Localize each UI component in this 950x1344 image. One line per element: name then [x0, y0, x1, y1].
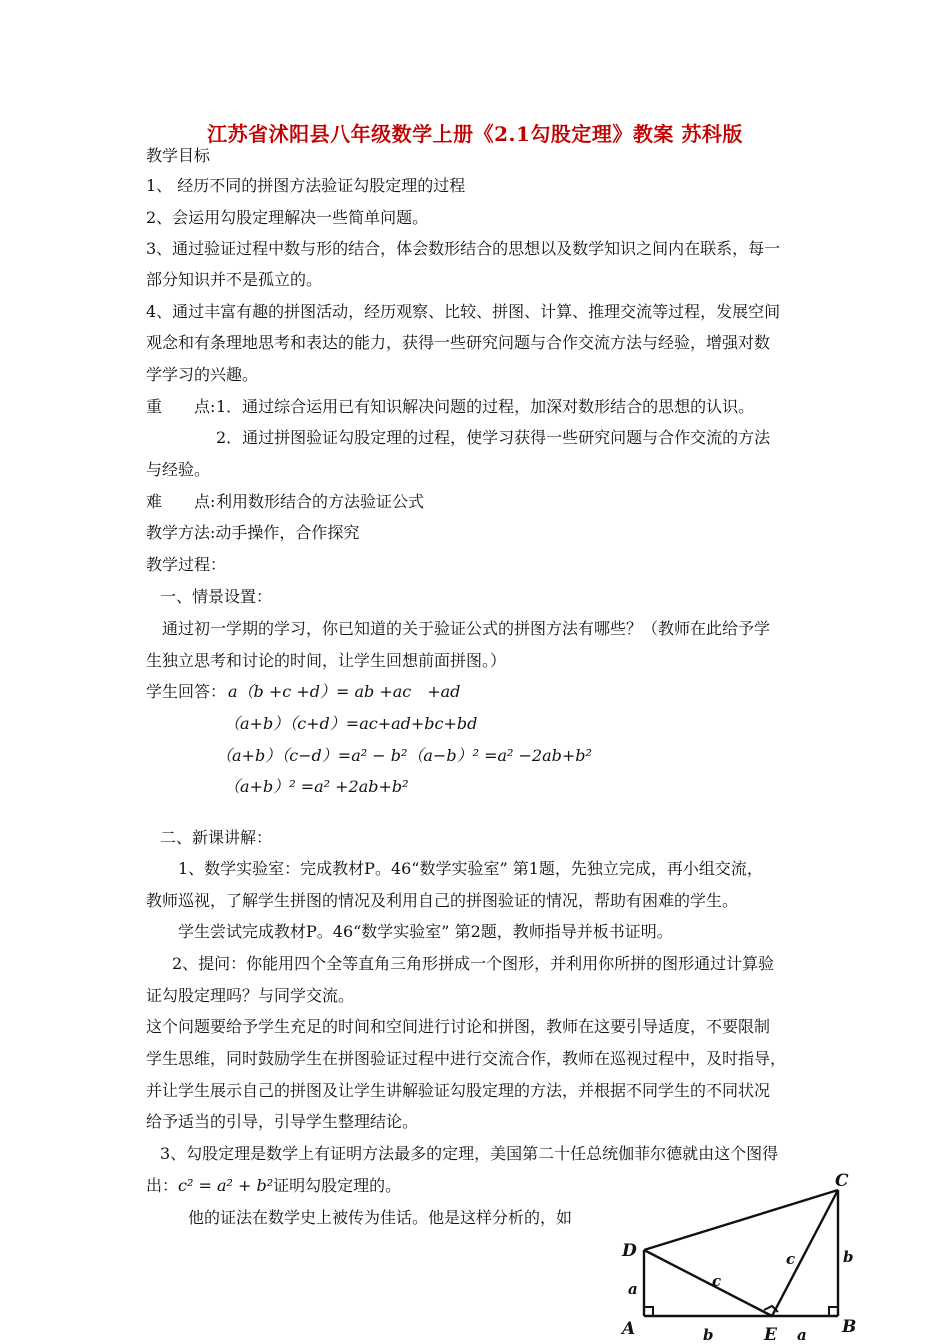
section2-p4c: 并让学生展示自己的拼图及让学生讲解验证勾股定理的方法，并根据不同学生的不同状况	[146, 1081, 771, 1100]
section2-p1b: 教师巡视，了解学生拼图的情况及利用自己的拼图验证的情况，帮助有困难的学生。	[146, 891, 739, 910]
formula-3: （a+b）（c−d）=a² − b²（a−b）² =a² −2ab+b²	[216, 746, 592, 765]
label-d-vertex: D	[622, 1241, 637, 1261]
segment-ec	[772, 1190, 838, 1316]
segment-de	[644, 1250, 772, 1316]
objective-1: 1、 经历不同的拼图方法验证勾股定理的过程	[146, 176, 466, 195]
key-points-label: 重 点:	[146, 397, 216, 416]
section2-p3a: 2、提问：你能用四个全等直角三角形拼成一个图形，并利用你所拼的图形通过计算验	[172, 954, 775, 973]
p5b-suffix: 证明勾股定理的。	[273, 1176, 402, 1195]
section1-para1: 通过初一学期的学习，你已知道的关于验证公式的拼图方法有哪些？（教师在此给予学	[162, 619, 771, 638]
key-point-2-cont: 与经验。	[146, 460, 211, 479]
pythagorean-formula: c² = a² + b²	[178, 1176, 274, 1195]
process-heading: 教学过程：	[146, 555, 227, 574]
section2-heading: 二、新课讲解：	[160, 828, 273, 847]
objective-2: 2、会运用勾股定理解决一些简单问题。	[146, 208, 429, 227]
label-a-vertex: A	[622, 1319, 636, 1339]
key-point-2: 2．通过拼图验证勾股定理的过程，使学习获得一些研究问题与合作交流的方法	[216, 428, 771, 447]
formula-2: （a+b）（c+d）=ac+ad+bc+bd	[224, 714, 478, 733]
document-title: 江苏省沭阳县八年级数学上册《2.1勾股定理》教案 苏科版	[207, 122, 743, 146]
garfield-trapezoid-figure	[600, 1160, 860, 1344]
p5b-prefix: 出：	[146, 1176, 179, 1195]
objective-4-cont2: 学学习的兴趣。	[146, 365, 259, 384]
difficult-text: 利用数形结合的方法验证公式	[216, 492, 425, 511]
section2-p1a: 1、数学实验室：完成教材P。46“数学实验室” 第1题，先独立完成，再小组交流，	[178, 859, 763, 878]
section2-p5a: 3、勾股定理是数学上有证明方法最多的定理，美国第二十任总统伽菲尔德就由这个图得	[160, 1144, 779, 1163]
answer-label: 学生回答：	[146, 682, 227, 701]
label-side-c-left: c	[712, 1272, 722, 1290]
key-point-1: 1．通过综合运用已有知识解决问题的过程，加深对数形结合的思想的认识。	[216, 397, 755, 416]
objectives-heading: 教学目标	[146, 146, 211, 165]
formula-1: a（b +c +d）= ab +ac +ad	[228, 682, 461, 701]
objective-3-cont: 部分知识并不是孤立的。	[146, 270, 323, 289]
segment-cd	[644, 1190, 838, 1250]
formula-4: （a+b）² =a² +2ab+b²	[224, 777, 409, 796]
section1-heading: 一、情景设置：	[160, 587, 273, 606]
section2-p5b	[146, 1176, 401, 1196]
section2-p2: 学生尝试完成教材P。46“数学实验室” 第2题，教师指导并板书证明。	[178, 922, 673, 941]
label-base-b: b	[703, 1326, 714, 1344]
label-b-vertex: B	[842, 1317, 857, 1337]
label-e-vertex: E	[764, 1325, 777, 1344]
objective-3: 3、通过验证过程中数与形的结合，体会数形结合的思想以及数学知识之间内在联系，每一	[146, 239, 781, 258]
section2-p4b: 学生思维，同时鼓励学生在拼图验证过程中进行交流合作，教师在巡视过程中，及时指导，	[146, 1049, 787, 1068]
objective-4: 4、通过丰富有趣的拼图活动，经历观察、比较、拼图、计算、推理交流等过程，发展空间	[146, 302, 781, 321]
label-side-b-right: b	[843, 1248, 854, 1266]
label-base-a: a	[797, 1326, 807, 1344]
right-angle-b	[829, 1307, 838, 1316]
section2-p4d: 给予适当的引导，引导学生整理结论。	[146, 1112, 419, 1131]
section1-para2: 生独立思考和讨论的时间，让学生回想前面拼图。）	[146, 651, 507, 670]
section2-p3b: 证勾股定理吗？与同学交流。	[146, 986, 355, 1005]
label-side-c-right: c	[786, 1250, 796, 1268]
section2-p6: 他的证法在数学史上被传为佳话。他是这样分析的，如	[188, 1208, 573, 1227]
objective-4-cont1: 观念和有条理地思考和表达的能力，获得一些研究问题与合作交流方法与经验，增强对数	[146, 333, 771, 352]
section2-p4a: 这个问题要给予学生充足的时间和空间进行讨论和拼图，教师在这要引导适度，不要限制	[146, 1017, 771, 1036]
label-c-vertex: C	[835, 1171, 849, 1191]
teaching-method: 教学方法:动手操作，合作探究	[146, 523, 360, 542]
difficult-label: 难 点:	[146, 492, 216, 511]
right-angle-a	[644, 1307, 653, 1316]
label-side-a-left: a	[628, 1280, 638, 1298]
